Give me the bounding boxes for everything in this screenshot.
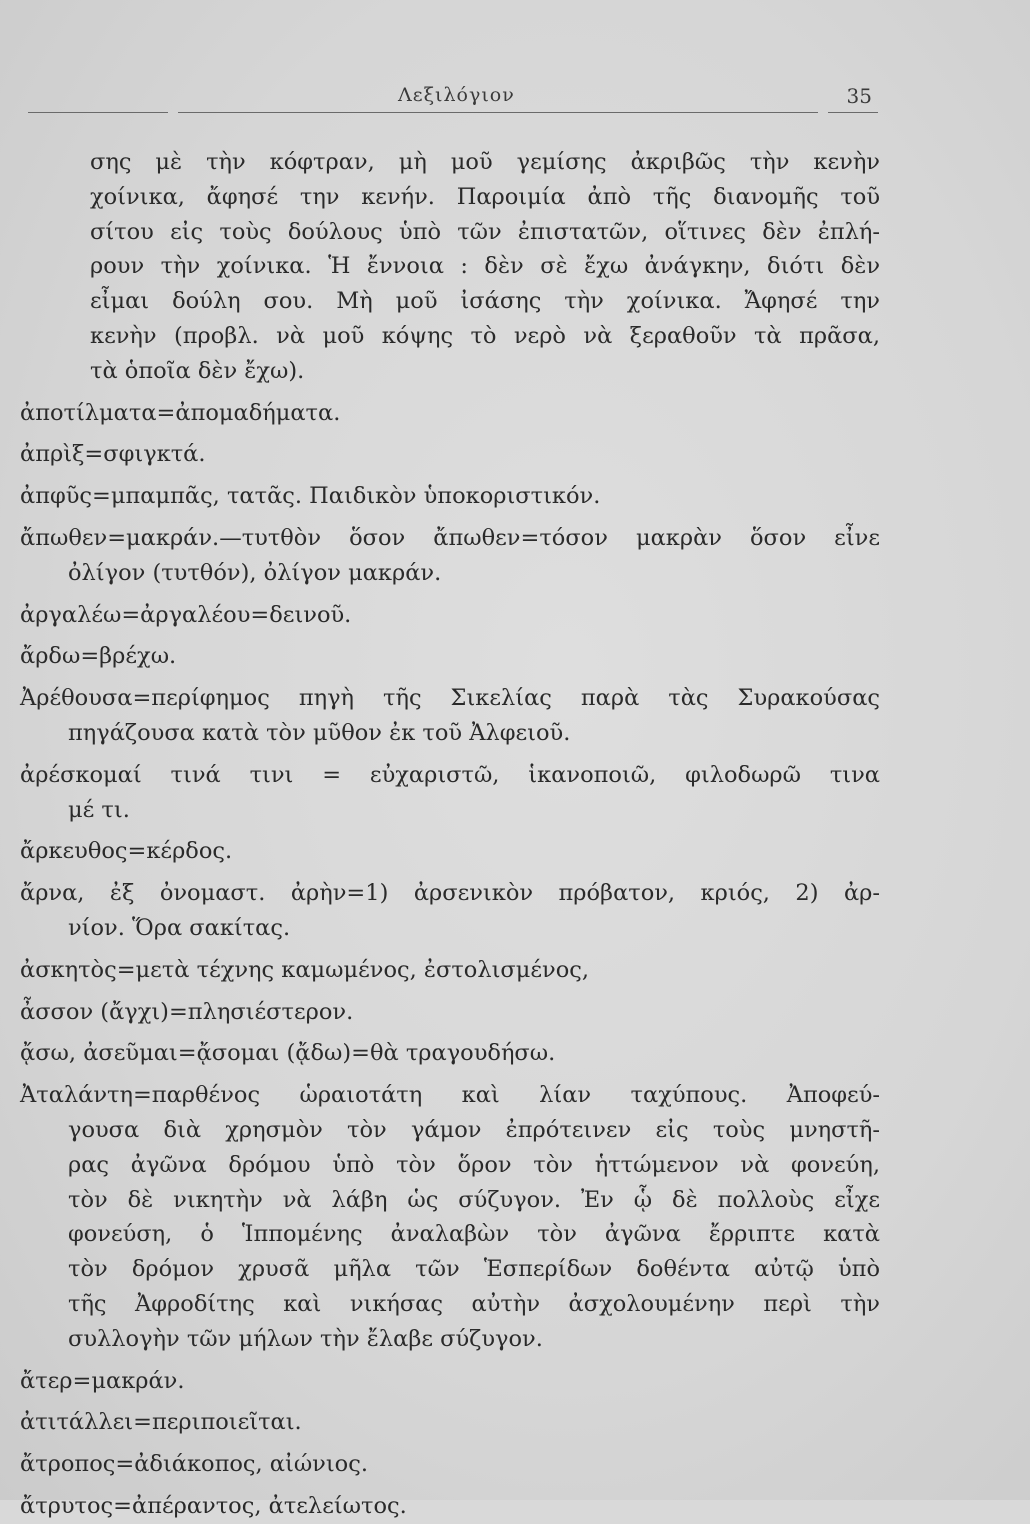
entry-line: τῆς Ἀφροδίτης καὶ νικήσας αὐτὴν ἀσχολουμένην περὶ τὴν	[68, 1290, 880, 1317]
continuation-line: σίτου εἰς τοὺς δούλους ὑπὸ τῶν ἐπιστατῶν, οἵτινες δὲν ἐπλή-	[90, 218, 880, 245]
header-rule-left	[28, 112, 168, 113]
entry-line: ἄρδω=βρέχω.	[20, 643, 177, 670]
entry-line: ἄτροπος=ἀδιάκοπος, αἰώνιος.	[20, 1451, 368, 1478]
entry-line: ᾄσω, ἀσεῦμαι=ᾄσομαι (ᾄδω)=θὰ τραγουδήσω.	[20, 1040, 556, 1067]
glossary-entry	[20, 1447, 880, 1482]
entry-line: ἀτιτάλλει=περιποιεῖται.	[20, 1409, 302, 1436]
entry-line: ἀρέσκομαί τινά τινι = εὐχαριστῶ, ἱκανοποιῶ, φιλοδωρῶ τινα	[20, 761, 880, 788]
header-rule-right	[828, 112, 878, 113]
entry-line: ὀλίγον (τυτθόν), ὀλίγον μακράν.	[68, 559, 442, 586]
entry-line: Ἀρέθουσα=περίφημος πηγὴ τῆς Σικελίας παρὰ τὰς Συρακούσας	[20, 685, 880, 712]
glossary-entry	[20, 521, 880, 591]
entry-line: ἀργαλέω=ἀργαλέου=δεινοῦ.	[20, 601, 352, 628]
glossary-entry	[20, 479, 880, 514]
glossary-entry	[20, 639, 880, 674]
glossary-entry	[20, 437, 880, 472]
entry-line: ἄτρυτος=ἀπέραντος, ἀτελείωτος.	[20, 1492, 407, 1519]
glossary-body	[20, 145, 880, 1524]
entry-line: ἀπρὶξ=σφιγκτά.	[20, 441, 206, 468]
entry-line: μέ τι.	[68, 796, 130, 823]
continuation-line: σης μὲ τὴν κόφτραν, μὴ μοῦ γεμίσης ἀκριβῶς τὴν κενὴν	[90, 149, 880, 175]
entry-line: ἀπφῦς=μπαμπᾶς, τατᾶς. Παιδικὸν ὑποκοριστικόν.	[20, 483, 601, 510]
glossary-entry	[20, 953, 880, 988]
glossary-entry	[20, 1078, 880, 1356]
entry-line: Ἀταλάντη=παρθένος ὡραιοτάτη καὶ λίαν ταχύπους. Ἀποφεύ-	[20, 1082, 880, 1109]
continuation-line: χοίνικα, ἄφησέ την κενήν. Παροιμία ἀπὸ τῆς διανομῆς τοῦ	[90, 183, 880, 210]
continuation-line: τὰ ὁποῖα δὲν ἔχω).	[90, 357, 305, 384]
glossary-entry	[20, 995, 880, 1030]
header-rule-middle	[178, 112, 818, 113]
glossary-entry	[20, 1036, 880, 1071]
glossary-entry	[20, 681, 880, 751]
continuation-line: εἶμαι δούλη σου. Μὴ μοῦ ἰσάσης τὴν χοίνικα. Ἄφησέ την	[90, 288, 880, 315]
entry-line: ρας ἀγῶνα δρόμου ὑπὸ τὸν ὅρον τὸν ἡττώμενον νὰ φονεύη,	[68, 1151, 880, 1178]
entry-line: ἀσκητὸς=μετὰ τέχνης καμωμένος, ἐστολισμένος,	[20, 956, 590, 983]
entry-line: νίον. Ὅρα σακίτας.	[68, 914, 291, 941]
entry-line: γουσα διὰ χρησμὸν τὸν γάμον ἐπρότεινεν εἰς τοὺς μνηστῆ-	[68, 1116, 880, 1143]
glossary-entry	[20, 1405, 880, 1440]
glossary-entry	[20, 598, 880, 633]
glossary-entry	[20, 876, 880, 946]
page-number: 35	[846, 84, 872, 108]
glossary-entry	[20, 758, 880, 828]
glossary-entry	[20, 834, 880, 869]
entry-line: ἆσσον (ἄγχι)=πλησιέστερον.	[20, 998, 354, 1025]
continuation-line: κενὴν (προβλ. νὰ μοῦ κόψης τὸ νερὸ νὰ ξεραθοῦν τὰ πρᾶσα,	[90, 322, 880, 349]
glossary-entry	[20, 1489, 880, 1524]
entry-line: φονεύση, ὁ Ἱππομένης ἀναλαβὼν τὸν ἀγῶνα ἔρριπτε κατὰ	[68, 1221, 880, 1248]
glossary-entry	[20, 1364, 880, 1399]
running-header	[28, 84, 878, 124]
entry-line: ἄρκευθος=κέρδος.	[20, 838, 233, 865]
entry-line: τὸν δὲ νικητὴν νὰ λάβη ὡς σύζυγον. Ἐν ᾧ δὲ πολλοὺς εἶχε	[68, 1186, 880, 1213]
continuation-paragraph	[20, 145, 880, 389]
glossary-entry	[20, 396, 880, 431]
entry-line: πηγάζουσα κατὰ τὸν μῦθον ἐκ τοῦ Ἀλφειοῦ.	[68, 719, 571, 746]
entry-line: ἄπωθεν=μακράν.—τυτθὸν ὅσον ἄπωθεν=τόσον μακρὰν ὅσον εἶνε	[20, 524, 880, 551]
continuation-line: ρουν τὴν χοίνικα. Ἡ ἔννοια : δὲν σὲ ἔχω ἀνάγκην, διότι δὲν	[90, 253, 880, 280]
header-title: Λεξιλόγιον	[398, 84, 515, 106]
entry-line: ἀποτίλματα=ἀπομαδήματα.	[20, 399, 341, 426]
entry-line: ἄρνα, ἐξ ὀνομαστ. ἀρὴν=1) ἀρσενικὸν πρόβατον, κριός, 2) ἀρ-	[20, 880, 880, 907]
entry-line: συλλογὴν τῶν μήλων τὴν ἔλαβε σύζυγον.	[68, 1325, 543, 1352]
entry-line: ἄτερ=μακράν.	[20, 1367, 185, 1394]
entry-line: τὸν δρόμον χρυσᾶ μῆλα τῶν Ἑσπερίδων δοθέντα αὐτῷ ὑπὸ	[68, 1256, 880, 1283]
